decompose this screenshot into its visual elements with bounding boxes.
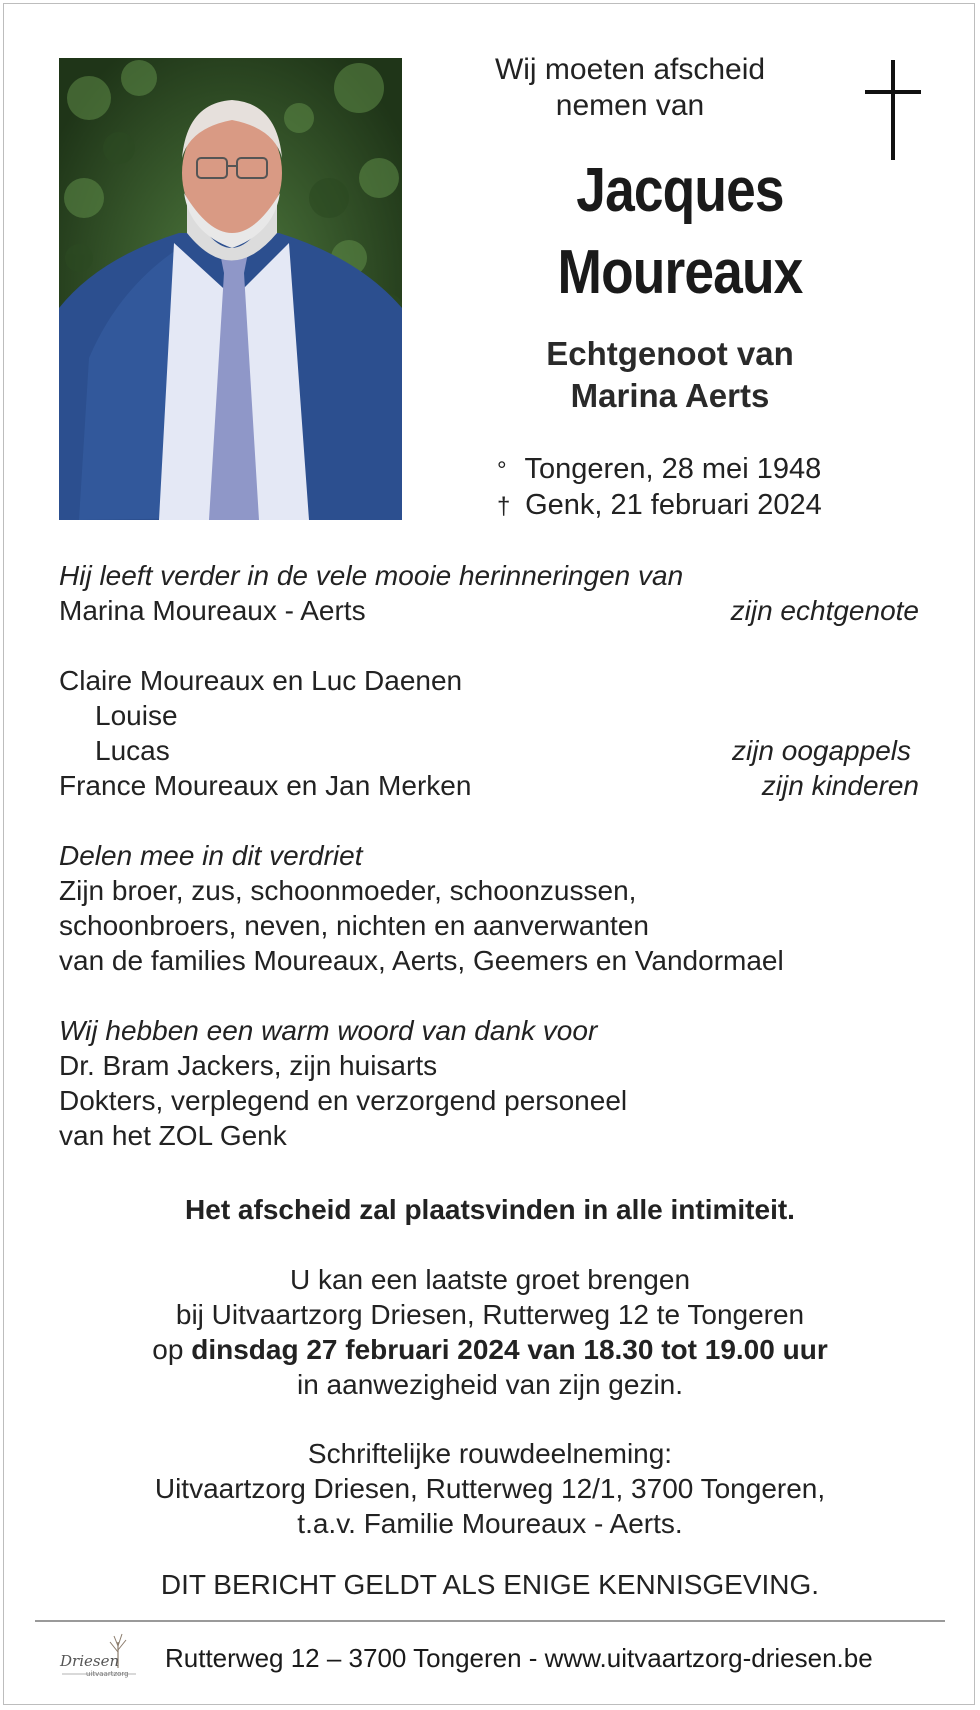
child-entry-2-row xyxy=(59,768,919,803)
birth-date: Tongeren, 28 mei 1948 xyxy=(524,453,822,485)
visit-line-4: in aanwezigheid van zijn gezin. xyxy=(296,1369,684,1400)
visit-line-3 xyxy=(0,1332,980,1367)
spouse-info xyxy=(470,333,870,417)
notice xyxy=(0,1567,980,1602)
grandchild-entry-2: Lucas xyxy=(95,735,170,766)
family-section xyxy=(59,558,919,1153)
condolence-info xyxy=(0,1436,980,1541)
logo-text: Driesen xyxy=(60,1652,120,1670)
grief-line-1: Zijn broer, zus, schoonmoeder, schoonzussen, xyxy=(59,875,637,906)
footer-divider xyxy=(35,1620,945,1622)
death-symbol: † xyxy=(497,493,511,520)
visit-line-1: U kan een laatste groet brengen xyxy=(289,1264,691,1295)
child-entry-1: Claire Moureaux en Luc Daenen xyxy=(59,665,463,696)
memories-heading: Hij leeft verder in de vele mooie herinneringen van xyxy=(59,560,684,591)
notice-text: DIT BERICHT GELDT ALS ENIGE KENNISGEVING. xyxy=(160,1569,820,1600)
thanks-line-1: Dr. Bram Jackers, zijn huisarts xyxy=(59,1050,438,1081)
spouse-line-1: Echtgenoot van xyxy=(546,335,794,372)
intro-line-2: nemen van xyxy=(555,89,705,122)
spouse-entry xyxy=(59,593,919,628)
grandchild-entry-2-row xyxy=(59,733,919,768)
condolence-line-2: Uitvaartzorg Driesen, Rutterweg 12/1, 3700 Tongeren, xyxy=(154,1473,826,1504)
life-dates xyxy=(497,452,822,524)
child-entry-2: France Moureaux en Jan Merken xyxy=(59,770,472,801)
death-date-line xyxy=(497,488,822,524)
thanks-line-3: van het ZOL Genk xyxy=(59,1120,287,1151)
thanks-heading: Wij hebben een warm woord van dank voor xyxy=(59,1015,598,1046)
birth-symbol: ° xyxy=(497,457,507,484)
children-role: zijn kinderen xyxy=(761,770,919,801)
condolence-line-3: t.a.v. Familie Moureaux - Aerts. xyxy=(297,1508,683,1539)
footer-address: Rutterweg 12 – 3700 Tongeren - www.uitvaartzorg-driesen.be xyxy=(165,1643,873,1673)
birth-date-line xyxy=(497,452,822,488)
grandchild-entry-1: Louise xyxy=(95,700,178,731)
funeral-home-logo xyxy=(58,1628,140,1682)
portrait-photo xyxy=(59,58,402,520)
visit-line-2: bij Uitvaartzorg Driesen, Rutterweg 12 te Tongeren xyxy=(175,1299,805,1330)
logo-subtext: uitvaartzorg xyxy=(86,1670,129,1678)
visit-datetime: dinsdag 27 februari 2024 van 18.30 tot 19.00 uur xyxy=(191,1334,828,1365)
cross-icon xyxy=(865,60,921,160)
spouse-line-2: Marina Aerts xyxy=(570,377,770,414)
deceased-name xyxy=(508,150,852,314)
ceremony-statement xyxy=(0,1192,980,1227)
grief-heading: Delen mee in dit verdriet xyxy=(59,840,363,871)
first-name: Jacques xyxy=(576,156,784,225)
condolence-line-1: Schriftelijke rouwdeelneming: xyxy=(307,1438,673,1469)
death-date: Genk, 21 februari 2024 xyxy=(525,489,822,521)
grief-line-2: schoonbroers, neven, nichten en aanverwanten xyxy=(59,910,649,941)
intro-line-1: Wij moeten afscheid xyxy=(494,53,766,86)
thanks-line-2: Dokters, verplegend en verzorgend personeel xyxy=(59,1085,628,1116)
last-name: Moureaux xyxy=(557,238,803,307)
spouse-entry-name: Marina Moureaux - Aerts xyxy=(59,595,366,626)
ceremony-statement-text: Het afscheid zal plaatsvinden in alle intimiteit. xyxy=(185,1194,795,1225)
visit-info xyxy=(0,1262,980,1402)
spouse-entry-role: zijn echtgenote xyxy=(730,595,919,626)
grief-line-3: van de families Moureaux, Aerts, Geemers en Vandormael xyxy=(59,945,784,976)
grandchildren-role: zijn oogappels xyxy=(731,735,911,766)
intro-text xyxy=(440,52,820,124)
visit-prefix: op xyxy=(152,1334,184,1365)
